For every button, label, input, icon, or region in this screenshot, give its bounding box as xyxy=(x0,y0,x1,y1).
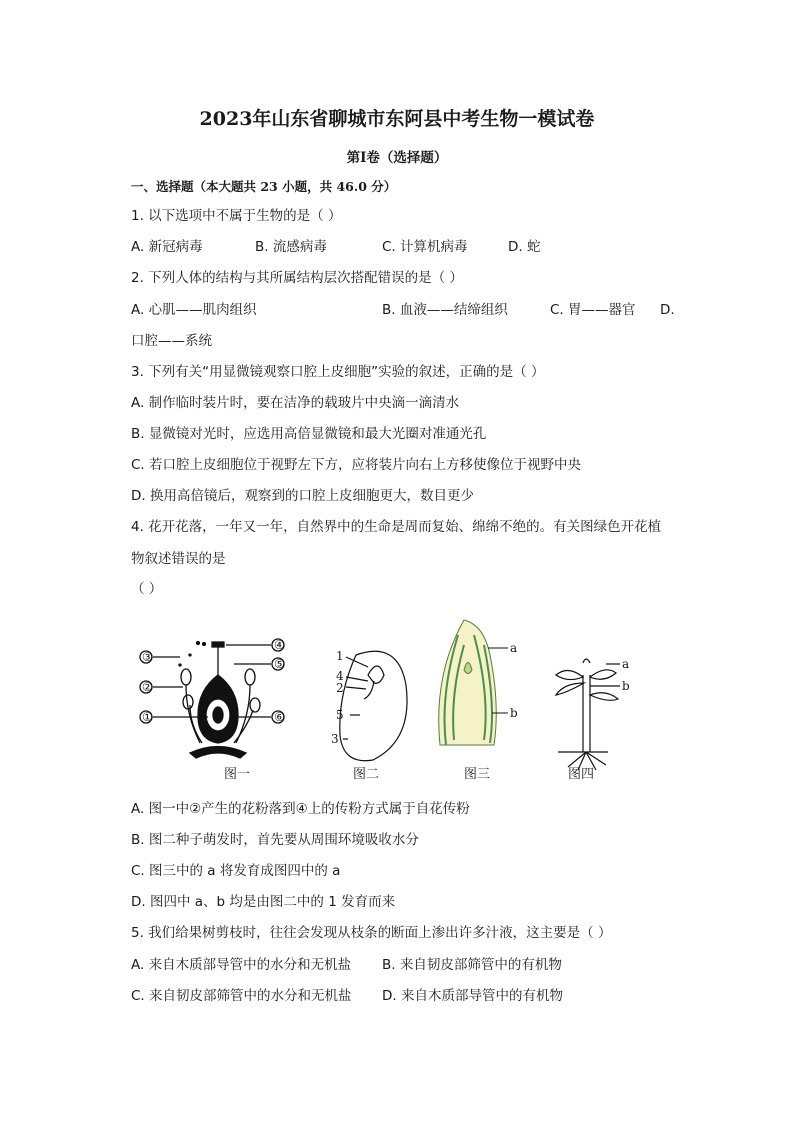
figure-1-flower xyxy=(140,639,284,758)
fig1-marker-2: ② xyxy=(142,680,153,694)
figure-1-label: 图一 xyxy=(224,767,251,782)
q2-option-d-continuation[interactable]: 口腔——系统 xyxy=(131,333,212,349)
volume-heading: 第I卷（选择题） xyxy=(346,150,448,166)
q3-option-d[interactable]: D. 换用高倍镜后，观察到的口腔上皮细胞更大，数目更少 xyxy=(131,488,474,504)
fig3-marker-b: b xyxy=(510,706,518,720)
fig3-marker-a: a xyxy=(510,641,518,655)
q4-option-b[interactable]: B. 图二种子萌发时，首先要从周围环境吸收水分 xyxy=(131,832,419,848)
q1-option-d[interactable]: D. 蛇 xyxy=(508,239,541,255)
fig1-marker-6: ⑥ xyxy=(274,710,285,724)
fig1-marker-5: ⑤ xyxy=(274,657,285,671)
question-3-stem: 3. 下列有关“用显微镜观察口腔上皮细胞”实验的叙述，正确的是（ ） xyxy=(131,364,545,380)
figure-4-seedling xyxy=(556,659,620,770)
q3-option-c[interactable]: C. 若口腔上皮细胞位于视野左下方，应将装片向右上方移使像位于视野中央 xyxy=(131,457,582,473)
fig1-marker-1: ① xyxy=(142,710,153,724)
fig2-marker-1: 1 xyxy=(336,649,344,663)
q4-option-d[interactable]: D. 图四中 a、b 均是由图二中的 1 发育而来 xyxy=(131,894,396,910)
q1-option-a[interactable]: A. 新冠病毒 xyxy=(131,239,203,255)
q2-option-d[interactable]: D. xyxy=(660,302,675,318)
figure-3-label: 图三 xyxy=(464,767,491,782)
question-4-stem-line1: 4. 花开花落，一年又一年，自然界中的生命是周而复始、绵绵不绝的。有关图绿色开花植 xyxy=(131,519,662,535)
question-5-stem: 5. 我们给果树剪枝时，往往会发现从枝条的断面上渗出许多汁液，这主要是（ ） xyxy=(131,925,612,941)
figure-3-bud xyxy=(439,620,508,745)
question-2-stem: 2. 下列人体的结构与其所属结构层次搭配错误的是（ ） xyxy=(131,270,463,286)
q4-option-c[interactable]: C. 图三中的 a 将发育成图四中的 a xyxy=(131,863,341,879)
q3-option-a[interactable]: A. 制作临时装片时，要在洁净的载玻片中央滴一滴清水 xyxy=(131,395,460,411)
question-4-stem-line2: 物叙述错误的是 xyxy=(131,551,226,567)
q3-option-b[interactable]: B. 显微镜对光时，应选用高倍显微镜和最大光圈对准通光孔 xyxy=(131,426,487,442)
figure-2-label: 图二 xyxy=(353,767,380,782)
q5-option-b[interactable]: B. 来自韧皮部筛管中的有机物 xyxy=(382,957,562,973)
fig4-marker-b: b xyxy=(622,679,630,693)
fig2-marker-3: 3 xyxy=(331,732,339,746)
q5-option-d[interactable]: D. 来自木质部导管中的有机物 xyxy=(382,988,563,1004)
section-heading: 一、选择题（本大题共 23 小题，共 46.0 分） xyxy=(131,179,397,194)
fig1-marker-3: ③ xyxy=(142,650,153,664)
q2-option-c[interactable]: C. 胃——器官 xyxy=(550,302,636,318)
q5-option-a[interactable]: A. 来自木质部导管中的水分和无机盐 xyxy=(131,957,352,973)
question-1-stem: 1. 以下选项中不属于生物的是（ ） xyxy=(131,208,342,224)
fig2-marker-4: 4 xyxy=(336,669,344,683)
figure-2-seed xyxy=(340,651,407,760)
fig4-marker-a: a xyxy=(622,657,630,671)
q2-option-a[interactable]: A. 心肌——肌肉组织 xyxy=(131,302,257,318)
q1-option-c[interactable]: C. 计算机病毒 xyxy=(382,239,468,255)
fig2-marker-2: 2 xyxy=(336,681,344,695)
fig1-marker-4: ④ xyxy=(274,638,285,652)
question-4-stem-line3: （ ） xyxy=(131,581,163,597)
figure-4-label: 图四 xyxy=(568,767,595,782)
q1-option-b[interactable]: B. 流感病毒 xyxy=(255,239,327,255)
q4-option-a[interactable]: A. 图一中②产生的花粉落到④上的传粉方式属于自花传粉 xyxy=(131,801,470,817)
plant-figures xyxy=(128,615,648,785)
exam-title: 2023年山东省聊城市东阿县中考生物一模试卷 xyxy=(199,108,595,130)
plant-diagrams xyxy=(128,615,648,785)
fig2-marker-5: 5 xyxy=(336,708,344,722)
q5-option-c[interactable]: C. 来自韧皮部筛管中的水分和无机盐 xyxy=(131,988,352,1004)
q2-option-b[interactable]: B. 血液——结缔组织 xyxy=(382,302,508,318)
